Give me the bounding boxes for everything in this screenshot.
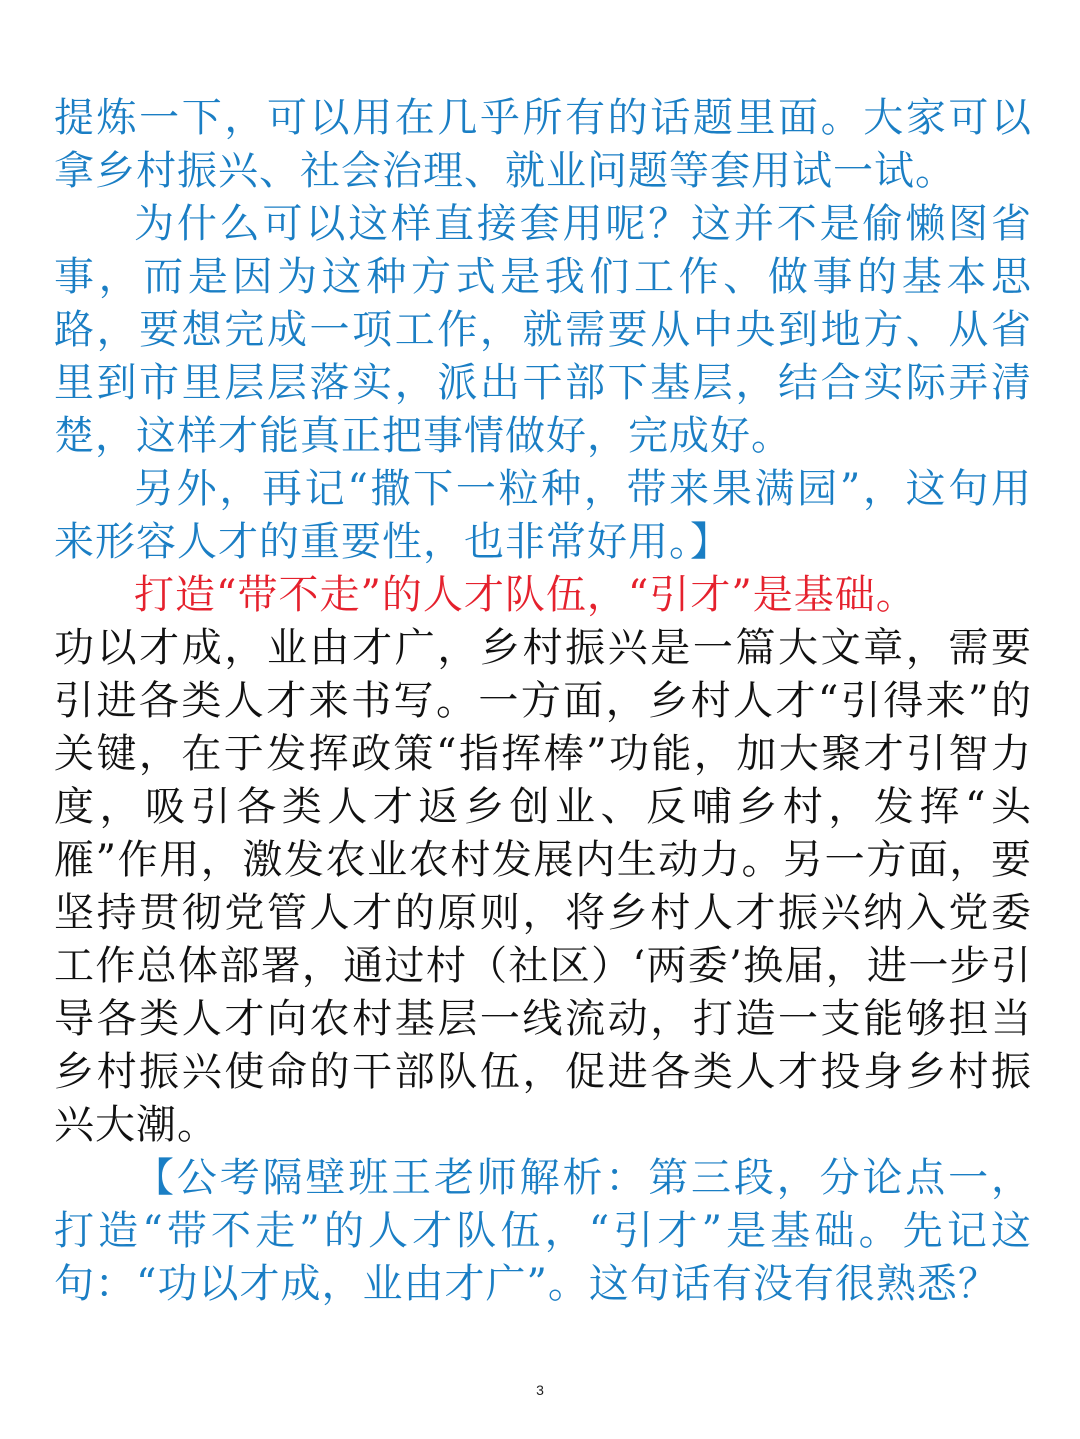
page-number: 3 (536, 1382, 544, 1398)
subheading-paragraph: 打造“带不走”的人才队伍，“引才”是基础。 (134, 572, 917, 618)
page-content (54, 92, 1032, 1311)
analysis-paragraph-3: 另外，再记“撒下一粒种，带来果满园”，这句用来形容人才的重要性，也非常好用。】 (54, 466, 1032, 565)
body-paragraph: 功以才成，业由才广，乡村振兴是一篇大文章，需要引进各类人才来书写。一方面，乡村人才“引得来”的关键，在于发挥政策“指挥棒”功能，加大聚才引智力度，吸引各类人才返乡创业、反哺乡村，发挥“头雁”作用，激发农业农村发展内生动力。另一方面，要坚持贯彻党管人才的原则，将乡村人才振兴纳入党委工作总体部署，通过村（社区）‘两委’换届，进一步引导各类人才向农村基层一线流动，打造一支能够担当乡村振兴使命的干部队伍，促进各类人才投身乡村振兴大潮。 (54, 625, 1032, 1148)
analysis-paragraph-1: 提炼一下，可以用在几乎所有的话题里面。大家可以拿乡村振兴、社会治理、就业问题等套用试一试。 (54, 95, 1032, 194)
analysis-paragraph-2: 为什么可以这样直接套用呢？这并不是偷懒图省事，而是因为这种方式是我们工作、做事的基本思路，要想完成一项工作，就需要从中央到地方、从省里到市里层层落实，派出干部下基层，结合实际弄清楚，这样才能真正把事情做好，完成好。 (54, 201, 1032, 459)
analysis-paragraph-4: 【公考隔壁班王老师解析：第三段，分论点一，打造“带不走”的人才队伍，“引才”是基础。先记这句：“功以才成，业由才广”。这句话有没有很熟悉？ (54, 1155, 1032, 1307)
